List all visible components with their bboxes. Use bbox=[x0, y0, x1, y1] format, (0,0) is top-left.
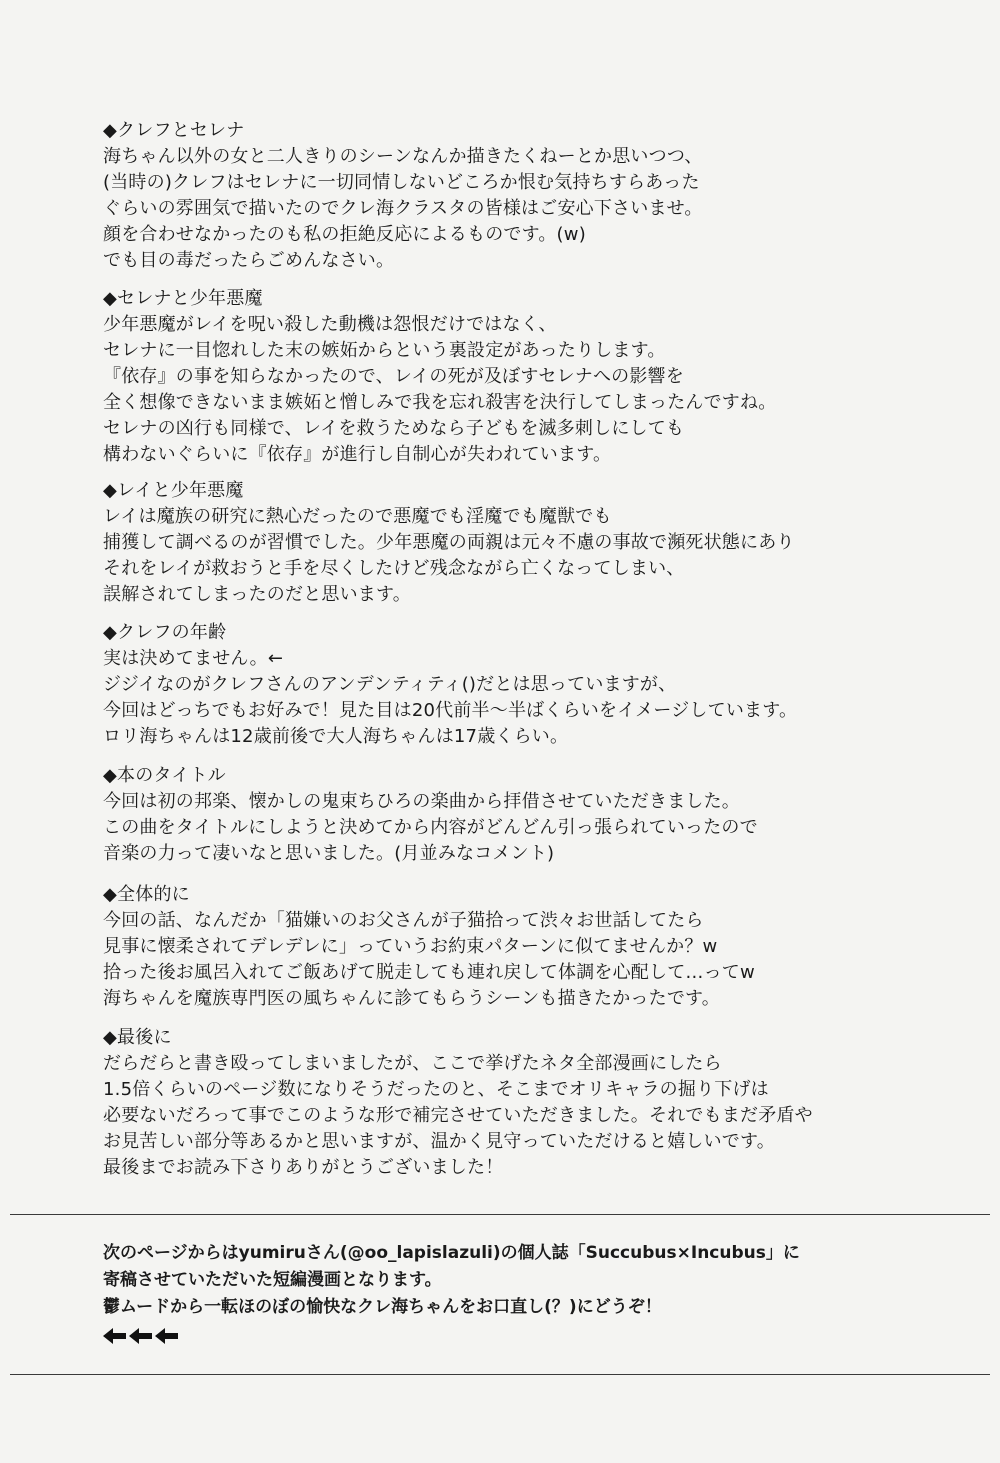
body-line: 今回はどっちでもお好みで！見た目は20代前半〜半ばくらいをイメージしています。 bbox=[103, 700, 798, 721]
body-line: 誤解されてしまったのだと思います。 bbox=[103, 584, 411, 605]
body-line: 音楽の力って凄いなと思いました。(月並みなコメント) bbox=[103, 843, 555, 864]
body-line: ロリ海ちゃんは12歳前後で大人海ちゃんは17歳くらい。 bbox=[103, 726, 569, 747]
note-line: 次のページからはyumiruさん(@oo_lapislazuli)の個人誌「Succubus×Incubus」に bbox=[103, 1243, 800, 1263]
divider bbox=[10, 1214, 990, 1215]
section-heading: ◆レイと少年悪魔 bbox=[103, 480, 244, 501]
left-arrow-icon bbox=[129, 1326, 153, 1346]
section-heading: ◆セレナと少年悪魔 bbox=[103, 288, 263, 309]
note-line: 寄稿させていただいた短編漫画となります。 bbox=[103, 1270, 442, 1290]
body-line: 最後までお読み下さりありがとうございました！ bbox=[103, 1157, 504, 1178]
section-heading: ◆本のタイトル bbox=[103, 765, 226, 786]
section-overall bbox=[103, 882, 903, 1012]
body-line: 顔を合わせなかったのも私の拒絶反応によるものです。(w) bbox=[103, 224, 586, 245]
left-arrow-icon bbox=[155, 1326, 179, 1346]
body-line: でも目の毒だったらごめんなさい。 bbox=[103, 250, 395, 271]
divider bbox=[10, 1374, 990, 1375]
body-line: 構わないぐらいに『依存』が進行し自制心が失われています。 bbox=[103, 444, 612, 465]
body-line: 見事に懐柔されてデレデレに」っていうお約束パターンに似てませんか？w bbox=[103, 936, 718, 957]
body-line: ぐらいの雰囲気で描いたのでクレ海クラスタの皆様はご安心下さいませ。 bbox=[103, 198, 703, 219]
section-heading: ◆最後に bbox=[103, 1027, 172, 1048]
body-line: 必要ないだろって事でこのような形で補完させていただきました。それでもまだ矛盾や bbox=[103, 1105, 813, 1126]
section-clef-and-serena bbox=[103, 118, 903, 274]
body-line: 捕獲して調べるのが習慣でした。少年悪魔の両親は元々不慮の事故で瀕死状態にあり bbox=[103, 532, 795, 553]
section-serena-and-boy-demon bbox=[103, 286, 903, 468]
section-book-title bbox=[103, 763, 903, 867]
section-heading: ◆クレフとセレナ bbox=[103, 120, 245, 141]
body-line: 海ちゃんを魔族専門医の風ちゃんに診てもらうシーンも描きたかったです。 bbox=[103, 988, 720, 1009]
body-line: 全く想像できないまま嫉妬と憎しみで我を忘れ殺害を決行してしまったんですね。 bbox=[103, 392, 777, 413]
body-line: 『依存』の事を知らなかったので、レイの死が及ぼすセレナへの影響を bbox=[103, 366, 684, 387]
body-line: ジジイなのがクレフさんのアンデンティティ()だとは思っていますが、 bbox=[103, 674, 677, 695]
body-line: セレナに一目惚れした末の嫉妬からという裏設定があったりします。 bbox=[103, 340, 666, 361]
section-clef-age bbox=[103, 620, 903, 750]
body-line: 今回の話、なんだか「猫嫌いのお父さんが子猫拾って渋々お世話してたら bbox=[103, 910, 704, 931]
note-line: 鬱ムードから一転ほのぼの愉快なクレ海ちゃんをお口直し(？)にどうぞ！ bbox=[103, 1297, 662, 1317]
section-heading: ◆クレフの年齢 bbox=[103, 622, 227, 643]
body-line: 今回は初の邦楽、懐かしの鬼束ちひろの楽曲から拝借させていただきました。 bbox=[103, 791, 740, 812]
body-line: (当時の)クレフはセレナに一切同情しないどころか恨む気持ちすらあった bbox=[103, 172, 700, 193]
body-line: 1.5倍くらいのページ数になりそうだったのと、そこまでオリキャラの掘り下げは bbox=[103, 1079, 769, 1100]
body-line: だらだらと書き殴ってしまいましたが、ここで挙げたネタ全部漫画にしたら bbox=[103, 1053, 722, 1074]
body-line: 海ちゃん以外の女と二人きりのシーンなんか描きたくねーとか思いつつ、 bbox=[103, 146, 703, 167]
body-line: レイは魔族の研究に熱心だったので悪魔でも淫魔でも魔獣でも bbox=[103, 506, 612, 527]
left-arrow-icon bbox=[103, 1326, 127, 1346]
body-line: 実は決めてません。← bbox=[103, 648, 284, 669]
body-line: それをレイが救おうと手を尽くしたけど残念ながら亡くなってしまい、 bbox=[103, 558, 685, 579]
body-line: 少年悪魔がレイを呪い殺した動機は怨恨だけではなく、 bbox=[103, 314, 557, 335]
body-line: お見苦しい部分等あるかと思いますが、温かく見守っていただけると嬉しいです。 bbox=[103, 1131, 775, 1152]
body-line: 拾った後お風呂入れてご飯あげて脱走しても連れ戻して体調を心配して…ってw bbox=[103, 962, 755, 983]
section-heading: ◆全体的に bbox=[103, 884, 190, 905]
next-page-note bbox=[103, 1240, 963, 1321]
body-line: セレナの凶行も同様で、レイを救うためなら子どもを滅多刺しにしても bbox=[103, 418, 685, 439]
body-line: この曲をタイトルにしようと決めてから内容がどんどん引っ張られていったので bbox=[103, 817, 758, 838]
section-rei-and-boy-demon bbox=[103, 478, 903, 608]
section-finally bbox=[103, 1025, 903, 1181]
arrow-row bbox=[103, 1326, 179, 1348]
